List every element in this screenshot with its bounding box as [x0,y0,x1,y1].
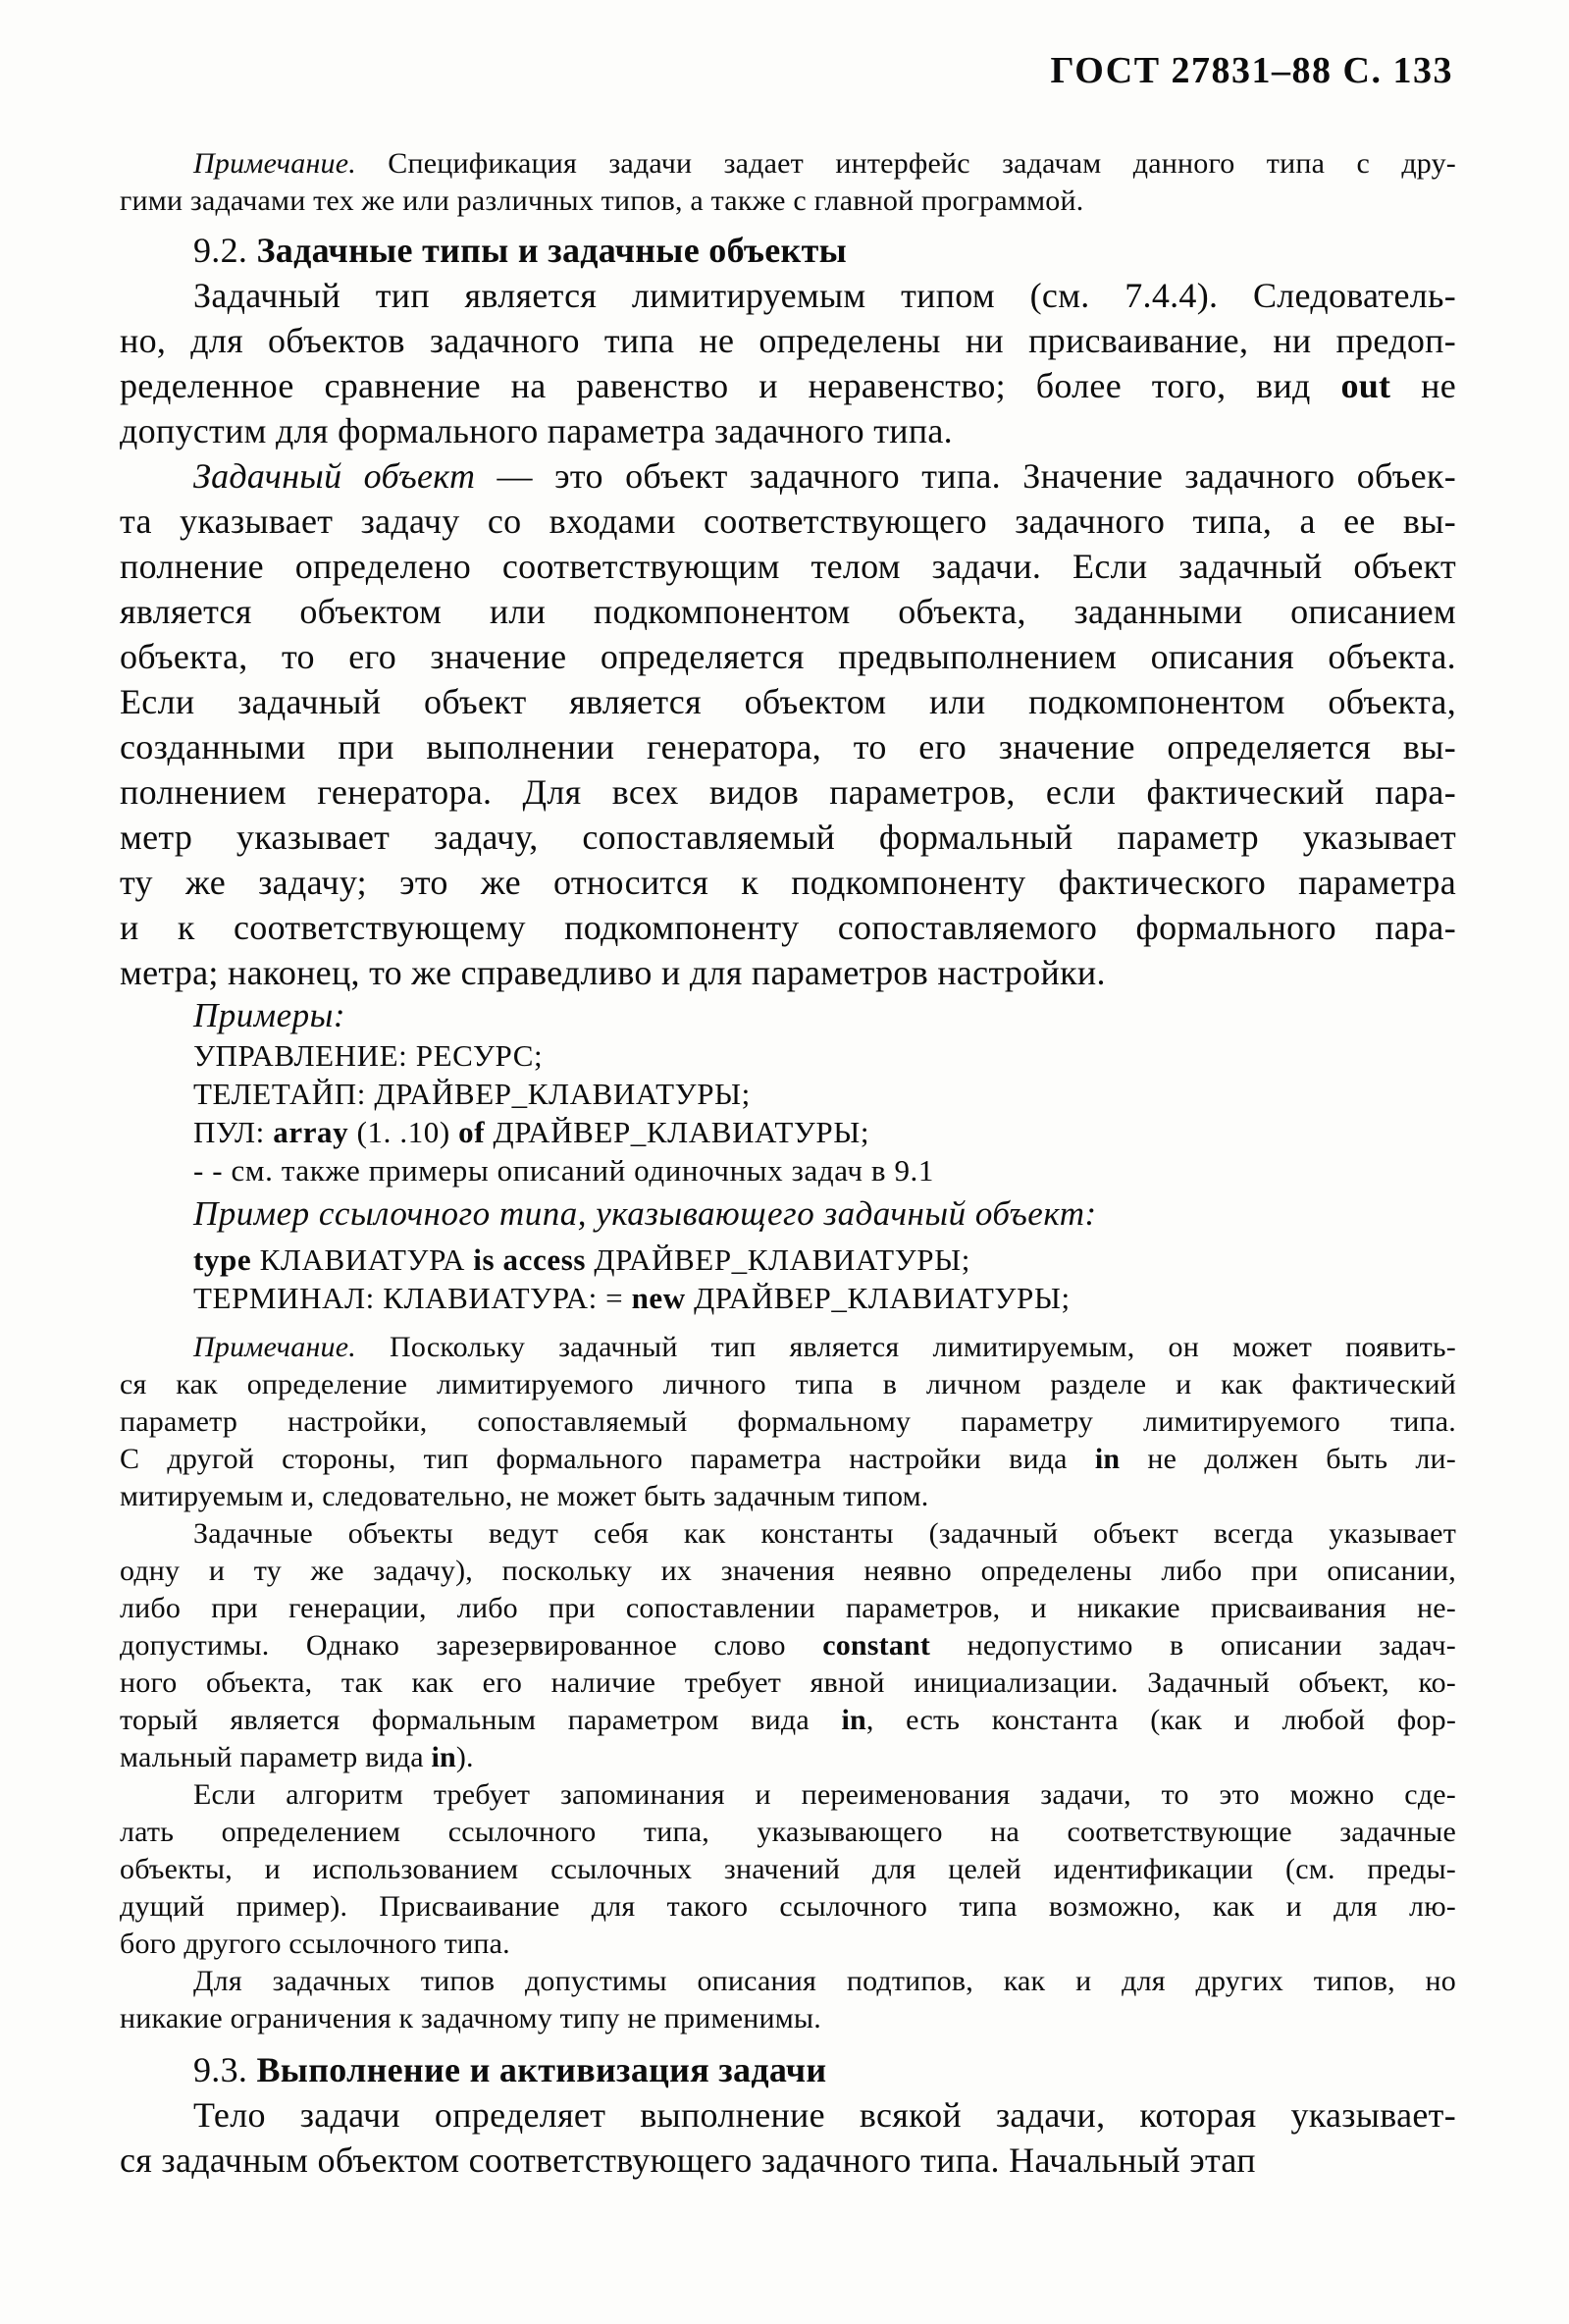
text-segment: 9.3. [193,2050,257,2089]
block-note [120,1515,1456,1776]
text-segment: объекта, то его значение определяется предвыполнением описания объекта. [120,637,1456,676]
text-line [120,1776,1456,1814]
text-line [120,1515,1456,1553]
text-line [120,589,1456,634]
text-segment: ся как определение лимитируемого личного типа в личном разделе и как фактический [120,1368,1456,1400]
text-segment: ). [455,1741,474,1773]
text-segment: дущий пример). Присваивание для такого ссылочного типа возможно, как и для лю- [120,1890,1456,1923]
document-content [120,145,1456,2183]
text-segment: Если задачный объект является объектом или подкомпонентом объекта, [120,682,1456,721]
text-line [120,2000,1456,2037]
text-segment: ДРАЙВЕР_КЛАВИАТУРЫ; [485,1115,870,1149]
text-segment: одну и ту же задачу), поскольку их значения неявно определены либо при описании, [120,1555,1456,1587]
text-segment: но, для объектов задачного типа не определены ни присваивание, ни предоп- [120,321,1456,360]
text-line [193,1151,1456,1189]
text-segment: созданными при выполнении генератора, то его значение определяется вы- [120,727,1456,766]
text-line [120,318,1456,363]
text-segment: недопустимо в описании задач- [930,1629,1456,1662]
text-line [120,769,1456,815]
block-body [120,273,1456,453]
text-segment: ТЕЛЕТАЙП: ДРАЙВЕР_КЛАВИАТУРЫ; [193,1077,751,1111]
text-segment: не [1390,366,1456,405]
text-line [120,408,1456,453]
keyword-bold: of [458,1115,486,1149]
text-line [120,1814,1456,1851]
text-line [120,860,1456,905]
text-line [120,1851,1456,1888]
lead-italic: Примечание. [193,1331,356,1363]
text-segment: Для задачных типов допустимы описания подтипов, как и для других типов, но [193,1965,1456,1997]
text-segment: 9.2. [193,231,257,270]
text-segment: допустимы. Однако зарезервированное слово [120,1629,823,1662]
text-segment: КЛАВИАТУРА [251,1242,474,1277]
text-segment: Поскольку задачный тип является лимитируемым, он может появить- [355,1331,1456,1363]
keyword-bold: Выполнение и активизация задачи [256,2050,827,2089]
text-segment: ДРАЙВЕР_КЛАВИАТУРЫ; [586,1242,970,1277]
text-segment: та указывает задачу со входами соответствующего задачного типа, а ее вы- [120,502,1456,541]
block-body [120,453,1456,995]
block-heading [120,2047,1456,2092]
text-line [120,905,1456,950]
text-segment: гими задачами тех же или различных типов, а также с главной программой. [120,185,1084,217]
text-segment: не должен быть ли- [1120,1443,1456,1475]
text-segment: допустим для формального параметра задачного типа. [120,411,953,450]
block-note [120,145,1456,220]
text-segment [495,1242,502,1277]
text-line [120,1888,1456,1926]
lead-italic: Примечание. [193,147,356,180]
text-segment: метр указывает задачу, сопоставляемый формальный параметр указывает [120,818,1456,857]
text-line [193,2047,1456,2092]
text-line [120,1478,1456,1515]
keyword-bold: in [841,1704,866,1736]
block-body [120,2092,1456,2183]
text-segment: либо при генерации, либо при сопоставлении параметров, и никакие присваивания не- [120,1592,1456,1624]
text-segment: Спецификация задачи задает интерфейс задачам данного типа с дру- [355,147,1456,180]
text-segment: ДРАЙВЕР_КЛАВИАТУРЫ; [685,1281,1071,1315]
text-segment: Задачные объекты ведут себя как константы (задачный объект всегда указывает [193,1517,1456,1550]
text-segment: объекты, и использованием ссылочных значений для целей идентификации (см. преды- [120,1853,1456,1885]
text-segment: Тело задачи определяет выполнение всякой задачи, которая указывает- [193,2095,1456,2135]
text-segment: ПУЛ: [193,1115,274,1149]
text-line [193,995,1456,1036]
text-segment: - - см. также примеры описаний одиночных задач в 9.1 [193,1153,935,1188]
text-segment: ределенное сравнение на равенство и неравенство; более того, вид [120,366,1341,405]
text-line [120,1627,1456,1664]
text-line [120,363,1456,408]
keyword-bold: Задачные типы и задачные объекты [256,231,847,270]
text-line [120,1403,1456,1441]
text-line [120,1366,1456,1403]
text-line [120,2092,1456,2138]
text-segment: бого другого ссылочного типа. [120,1928,510,1960]
text-line [193,228,1456,273]
text-segment: лать определением ссылочного типа, указывающего на соответствующие задачные [120,1816,1456,1848]
text-segment: ного объекта, так как его наличие требует явной инициализации. Задачный объект, ко- [120,1666,1456,1699]
keyword-bold: array [273,1115,349,1149]
text-segment: УПРАВЛЕНИЕ: РЕСУРС; [193,1038,544,1073]
text-line [193,1279,1456,1317]
text-segment: ту же задачу; это же относится к подкомпоненту фактического параметра [120,863,1456,902]
text-segment: Если алгоритм требует запоминания и переименования задачи, то это можно сде- [193,1778,1456,1811]
lead-italic: Примеры: [193,996,346,1034]
text-segment: полнением генератора. Для всех видов параметров, если фактический пара- [120,772,1456,812]
block-code [120,1036,1456,1189]
text-segment: никакие ограничения к задачному типу не применимы. [120,2002,821,2034]
lead-italic: Пример ссылочного типа, указывающего задачный объект: [193,1194,1097,1233]
text-segment: торый является формальным параметром вида [120,1704,842,1736]
text-segment: мальный параметр вида [120,1741,432,1773]
text-line [193,1113,1456,1151]
text-line [120,183,1456,220]
block-note [120,1329,1456,1515]
text-line [120,499,1456,544]
keyword-bold: new [631,1281,686,1315]
text-line [120,145,1456,183]
text-line [120,1590,1456,1627]
text-segment: , есть константа (как и любой фор- [865,1704,1457,1736]
text-segment: С другой стороны, тип формального параметра настройки вида [120,1443,1095,1475]
text-segment: — это объект задачного типа. Значение задачного объек- [475,456,1456,496]
keyword-bold: out [1340,366,1391,405]
block-note [120,1963,1456,2037]
page-header-standard-number: ГОСТ 27831–88 С. 133 [1050,50,1453,91]
keyword-bold: access [502,1242,587,1277]
text-line [120,544,1456,589]
text-segment: параметр настройки, сопоставляемый формальному параметру лимитируемого типа. [120,1405,1456,1438]
keyword-bold: in [431,1741,456,1773]
text-segment: ся задачным объектом соответствующего задачного типа. Начальный этап [120,2140,1256,2180]
text-line [120,1739,1456,1776]
text-line [120,1702,1456,1739]
text-segment: является объектом или подкомпонентом объекта, заданными описанием [120,592,1456,631]
keyword-bold: in [1094,1443,1121,1475]
keyword-bold: constant [822,1629,931,1662]
text-segment: ТЕРМИНАЛ: КЛАВИАТУРА: = [193,1281,632,1315]
text-segment: полнение определено соответствующим телом задачи. Если задачный объект [120,547,1456,586]
text-line [193,1241,1456,1279]
text-line [120,2138,1456,2183]
text-line [120,950,1456,995]
text-segment: (1. .10) [348,1115,459,1149]
text-line [120,453,1456,499]
block-caption [120,1193,1456,1235]
keyword-bold: type [193,1242,252,1277]
block-note [120,1776,1456,1963]
text-line [120,634,1456,679]
block-heading [120,228,1456,273]
text-line [120,1329,1456,1366]
text-segment: метра; наконец, то же справедливо и для параметров настройки. [120,953,1106,992]
keyword-bold: is [473,1242,496,1277]
text-line [120,1553,1456,1590]
text-line [120,273,1456,318]
text-line [193,1193,1456,1235]
text-line [193,1036,1456,1075]
text-line [120,1441,1456,1478]
text-segment: Задачный тип является лимитируемым типом (см. 7.4.4). Следователь- [193,276,1456,315]
text-line [120,724,1456,769]
block-caption [120,995,1456,1036]
text-line [120,1963,1456,2000]
text-line [120,815,1456,860]
text-segment: митируемым и, следовательно, не может быть задачным типом. [120,1480,929,1512]
text-line [120,1664,1456,1702]
text-segment: и к соответствующему подкомпоненту сопоставляемого формального пара- [120,908,1456,947]
text-line [120,679,1456,724]
text-line [120,1926,1456,1963]
text-line [193,1075,1456,1113]
block-code [120,1241,1456,1317]
lead-italic: Задачный объект [193,456,476,496]
